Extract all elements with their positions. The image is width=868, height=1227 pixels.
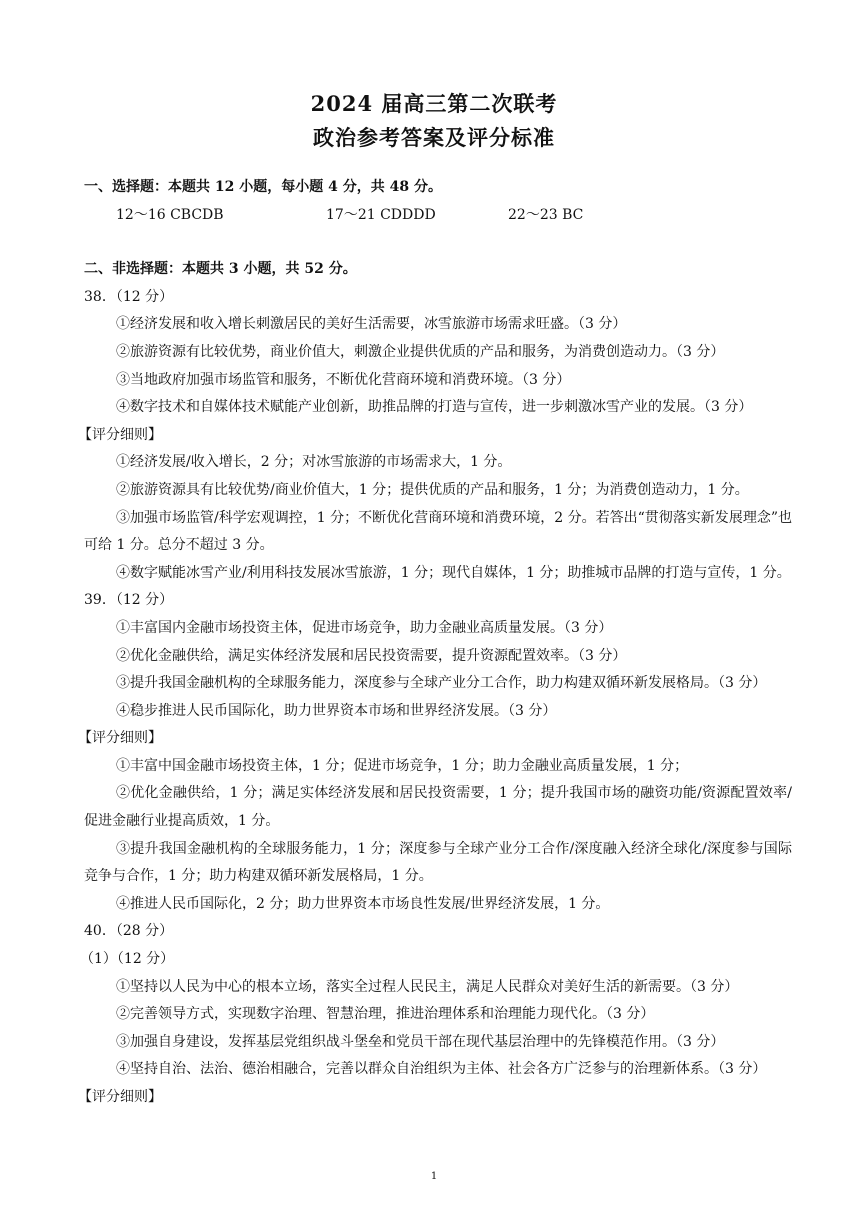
q40-point-4: ④坚持自治、法治、德治相融合，完善以群众自治组织为主体、社会各方广泛参与的治理新体系。（3 分） <box>116 1061 767 1078</box>
q40-point-3: ③加强自身建设，发挥基层党组织战斗堡垒和党员干部在现代基层治理中的先锋模范作用。（3 分） <box>116 1033 725 1050</box>
q38-point-2: ②旅游资源有比较优势，商业价值大，刺激企业提供优质的产品和服务，为消费创造动力。（3 分） <box>116 343 725 360</box>
q38-rubric-1: ①经济发展/收入增长，2 分；对冰雪旅游的市场需求大，1 分。 <box>116 454 512 471</box>
page-number: 1 <box>430 1171 438 1182</box>
section1-heading: 一、选择题：本题共 12 小题，每小题 4 分，共 48 分。 <box>84 179 442 195</box>
q39-point-3: ③提升我国金融机构的全球服务能力，深度参与全球产业分工合作，助力构建双循环新发展格局。（3 分） <box>116 675 767 692</box>
answer-group-2: 17～21 CDDDD <box>326 206 436 223</box>
q39-point-1: ①丰富国内金融市场投资主体，促进市场竞争，助力金融业高质量发展。（3 分） <box>116 619 613 636</box>
q38-label: 38．（12 分） <box>84 288 174 305</box>
q39-label: 39．（12 分） <box>84 592 174 609</box>
q40-label: 40．（28 分） <box>84 923 174 940</box>
q39-point-2: ②优化金融供给，满足实体经济发展和居民投资需要，提升资源配置效率。（3 分） <box>116 647 627 664</box>
q40-sub1-label: （1）（12 分） <box>80 951 175 968</box>
q39-rubric-1: ①丰富中国金融市场投资主体，1 分；促进市场竞争，1 分；助力金融业高质量发展，1 分； <box>116 757 689 774</box>
q39-rubric-label: 【评分细则】 <box>78 730 162 747</box>
q40-point-2: ②完善领导方式，实现数字治理、智慧治理，推进治理体系和治理能力现代化。（3 分） <box>116 1006 655 1023</box>
content-body <box>78 174 792 1112</box>
q39-rubric-4: ④推进人民币国际化，2 分；助力世界资本市场良性发展/世界经济发展，1 分。 <box>116 895 610 912</box>
q39-rubric-2: ②优化金融供给，1 分；满足实体经济发展和居民投资需要，1 分；提升我国市场的融资功能/资源配置效率/促进金融行业提高质效，1 分。 <box>84 785 792 830</box>
q38-rubric-3: ③加强市场监管/科学宏观调控，1 分；不断优化营商环境和消费环境，2 分。若答出“贯彻落实新发展理念”也可给 1 分。总分不超过 3 分。 <box>84 509 792 554</box>
q40-point-1: ①坚持以人民为中心的根本立场，落实全过程人民民主，满足人民群众对美好生活的新需要。（3 分） <box>116 978 739 995</box>
q38-rubric-4: ④数字赋能冰雪产业/利用科技发展冰雪旅游，1 分；现代自媒体，1 分；助推城市品牌的打造与宣传，1 分。 <box>116 564 791 581</box>
q40-rubric-label: 【评分细则】 <box>78 1089 162 1105</box>
q38-point-1: ①经济发展和收入增长刺激居民的美好生活需要，冰雪旅游市场需求旺盛。（3 分） <box>116 316 627 333</box>
answer-group-1: 12～16 CBCDB <box>116 206 224 223</box>
choice-answers <box>84 202 792 230</box>
q38-rubric-label: 【评分细则】 <box>78 426 162 443</box>
q39-point-4: ④稳步推进人民币国际化，助力世界资本市场和世界经济发展。（3 分） <box>116 702 557 719</box>
section2-heading: 二、非选择题：本题共 3 小题，共 52 分。 <box>84 261 357 278</box>
q38-rubric-2: ②旅游资源具有比较优势/商业价值大，1 分；提供优质的产品和服务，1 分；为消费创造动力，1 分。 <box>116 481 749 498</box>
answer-group-3: 22～23 BC <box>508 206 584 223</box>
spacer <box>84 229 792 256</box>
page-subtitle: 政治参考答案及评分标准 <box>313 125 555 150</box>
page-title: 2024 届高三第二次联考 <box>310 91 558 116</box>
q38-point-4: ④数字技术和自媒体技术赋能产业创新，助推品牌的打造与宣传，进一步刺激冰雪产业的发展。（3 分） <box>116 399 753 416</box>
q39-rubric-3: ③提升我国金融机构的全球服务能力，1 分；深度参与全球产业分工合作/深度融入经济全球化/深度参与国际竞争与合作，1 分；助力构建双循环新发展格局，1 分。 <box>84 840 792 885</box>
q38-point-3: ③当地政府加强市场监管和服务，不断优化营商环境和消费环境。（3 分） <box>116 371 571 388</box>
